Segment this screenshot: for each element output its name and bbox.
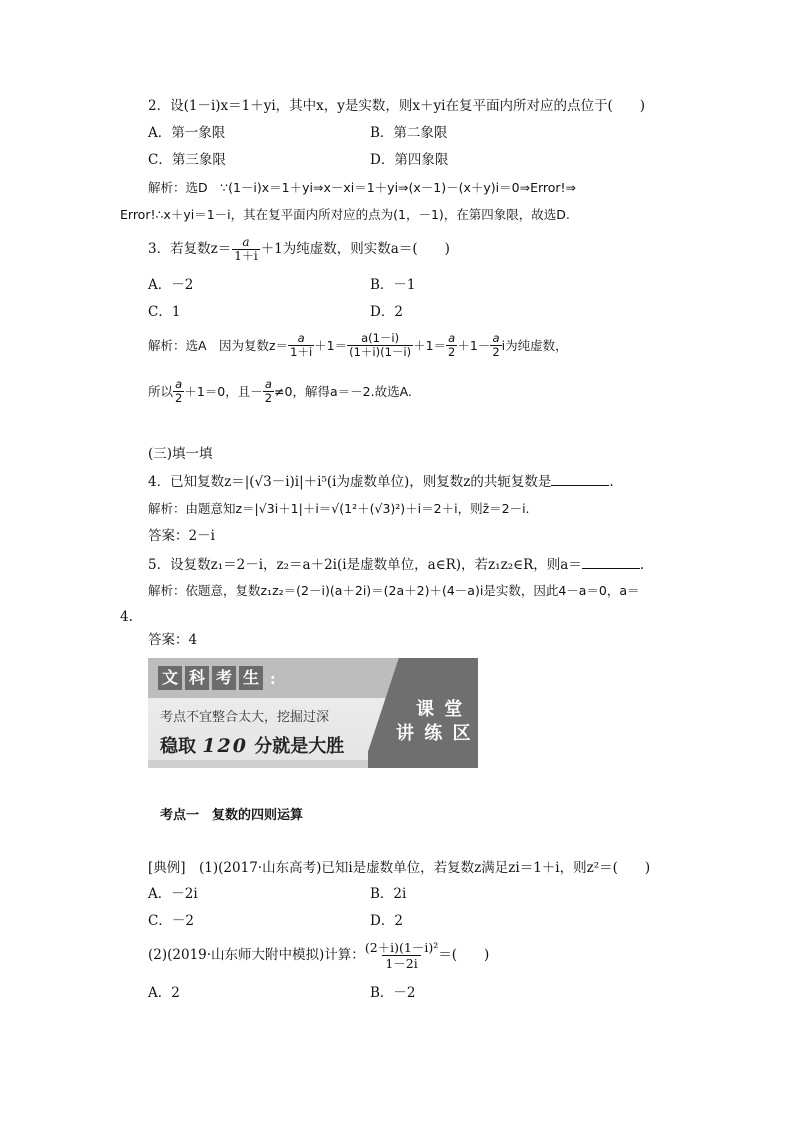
q2-option-d: D．第四象限 — [370, 152, 449, 168]
example-line2-prefix: (2)(2019·山东师大附中模拟)计算： — [148, 947, 365, 964]
q3-sol1-frac1 — [288, 332, 314, 359]
q5-stem-end: . — [639, 557, 645, 573]
q4-answer-blank — [551, 473, 609, 486]
q3-sol1-text1: ＋1＝ — [314, 338, 348, 353]
q5-stem — [148, 556, 644, 573]
q3-sol1-frac2 — [347, 332, 413, 359]
q5-solution-line2: 4. — [120, 609, 133, 625]
q3-option-a: A．－2 — [148, 277, 194, 293]
q3-sol2-frac1-den: 2 — [175, 391, 183, 405]
q3-sol2-frac1-num: a — [175, 377, 183, 391]
q3-sol1-frac2-den: (1＋i)(1－i) — [349, 345, 412, 359]
q3-option-b: B．－1 — [370, 277, 416, 293]
banner-main-suffix: 分就是大胜 — [254, 736, 345, 757]
q3-sol1-frac3-den: 2 — [448, 345, 456, 359]
example-option-a: A．－2i — [148, 886, 198, 902]
example-option-b: B．2i — [370, 886, 407, 902]
q3-fraction-num: a — [242, 235, 250, 249]
q2-solution-line2: Error!∴x＋yi＝1－i，其在复平面内所对应的点为(1，－1)，在第四象限，故选D. — [120, 207, 570, 222]
q3-sol1-prefix: 解析：选A 因为复数z＝ — [148, 338, 289, 353]
q3-solution-line1 — [148, 332, 568, 359]
example-fraction-den: 1－2i — [382, 955, 420, 971]
banner-right-text — [396, 698, 473, 746]
q5-answer-blank — [582, 556, 640, 569]
example2-option-a: A．2 — [148, 985, 180, 1001]
banner-char-3: 考 — [212, 666, 236, 690]
banner-colon: : — [270, 672, 276, 688]
q3-sol1-frac3 — [446, 332, 457, 359]
q3-solution-line2 — [148, 378, 412, 405]
q3-sol1-frac1-den: 1＋i — [290, 345, 313, 359]
q5-stem-text: 5．设复数z₁＝2－i，z₂＝a＋2i(i是虚数单位，a∈R)，若z₁z₂∈R，则a＝ — [148, 557, 582, 573]
q3-stem-prefix: 3．若复数z＝ — [148, 241, 232, 258]
banner-main-text — [160, 732, 344, 758]
q2-stem: 2．设(1－i)x＝1＋yi，其中x，y是实数，则x＋yi在复平面内所对应的点位于( ) — [148, 98, 646, 114]
q3-sol2-frac2 — [263, 378, 274, 405]
section-fill-in: (三)填一填 — [148, 446, 213, 462]
q3-fraction-den: 1＋i — [234, 249, 258, 263]
example-fraction-num: (2＋i)(1－i)² — [364, 940, 439, 955]
q3-sol1-frac3-num: a — [448, 331, 456, 345]
q3-stem-suffix: ＋1为纯虚数，则实数a＝( ) — [260, 241, 450, 258]
q4-answer: 答案：2－i — [148, 528, 215, 544]
q5-answer: 答案：4 — [148, 632, 198, 648]
banner-char-4: 生 — [239, 666, 263, 690]
q3-sol1-text4: i为纯虚数， — [501, 338, 568, 353]
example-option-c: C．－2 — [148, 913, 194, 929]
banner-right-line1: 课 堂 — [416, 699, 465, 720]
example-fraction — [365, 940, 438, 971]
q3-sol2-text2: ≠0，解得a＝－2.故选A. — [274, 384, 412, 399]
q3-sol2-frac2-den: 2 — [264, 391, 273, 405]
q3-sol1-text2: ＋1＝ — [413, 338, 447, 353]
banner-title-chars — [158, 666, 263, 690]
q3-fraction — [232, 236, 259, 263]
q3-sol2-frac2-num: a — [264, 377, 272, 391]
q3-sol1-frac2-num: a(1－i) — [361, 331, 400, 345]
q3-option-d: D．2 — [370, 304, 403, 320]
example-line2-suffix: ＝( ) — [438, 947, 490, 964]
q3-option-c: C．1 — [148, 304, 181, 320]
q4-stem-text: 4．已知复数z＝|(√3－i)i|＋i⁵(i为虚数单位)，则复数z的共轭复数是 — [148, 474, 552, 490]
q4-stem-end: . — [609, 474, 614, 490]
example-line1: [典例] (1)(2017·山东高考)已知i是虚数单位，若复数z满足zi＝1＋i，则z²＝( ) — [148, 860, 651, 876]
example-option-d: D．2 — [370, 913, 403, 929]
q3-sol1-frac1-num: a — [297, 331, 305, 345]
example-line2 — [148, 940, 489, 971]
q2-solution-line1: 解析：选D ∵(1－i)x＝1＋yi⇒x－xi＝1＋yi⇒(x－1)－(x＋y)i＝0⇒Error!⇒ — [148, 180, 577, 195]
banner-right-line2: 讲 练 区 — [396, 723, 473, 744]
q5-solution-line1: 解析：依题意，复数z₁z₂＝(2－i)(a＋2i)＝(2a＋2)＋(4－a)i是实数，因此4－a＝0，a＝ — [148, 583, 640, 598]
q4-solution: 解析：由题意知z＝|√3i＋1|＋i＝√(1²＋(√3)²)＋i＝2＋i，则z̄＝2－i. — [148, 501, 530, 516]
banner-subtitle: 考点不宜整合太大，挖掘过深 — [160, 710, 330, 725]
kaodian-title: 考点一 复数的四则运算 — [160, 808, 304, 823]
q3-sol1-frac4-den: 2 — [492, 345, 500, 359]
banner-main-number: 120 — [202, 735, 248, 757]
banner-char-2: 科 — [185, 666, 209, 690]
q3-sol2-prefix: 所以 — [148, 384, 174, 399]
q3-sol2-frac1 — [173, 378, 184, 405]
q4-stem — [148, 473, 614, 490]
q3-sol1-frac4 — [490, 332, 501, 359]
q2-option-c: C．第三象限 — [148, 152, 226, 168]
q3-sol1-frac4-num: a — [492, 331, 500, 345]
section-banner — [148, 658, 478, 768]
q2-option-a: A．第一象限 — [148, 125, 226, 141]
banner-char-1: 文 — [158, 666, 182, 690]
banner-main-prefix: 稳取 — [160, 736, 196, 757]
q2-option-b: B．第二象限 — [370, 125, 448, 141]
q3-sol1-text3: ＋1－ — [457, 338, 491, 353]
q3-sol2-text1: ＋1＝0，且－ — [184, 384, 263, 399]
q3-stem — [148, 236, 450, 263]
example2-option-b: B．－2 — [370, 985, 416, 1001]
